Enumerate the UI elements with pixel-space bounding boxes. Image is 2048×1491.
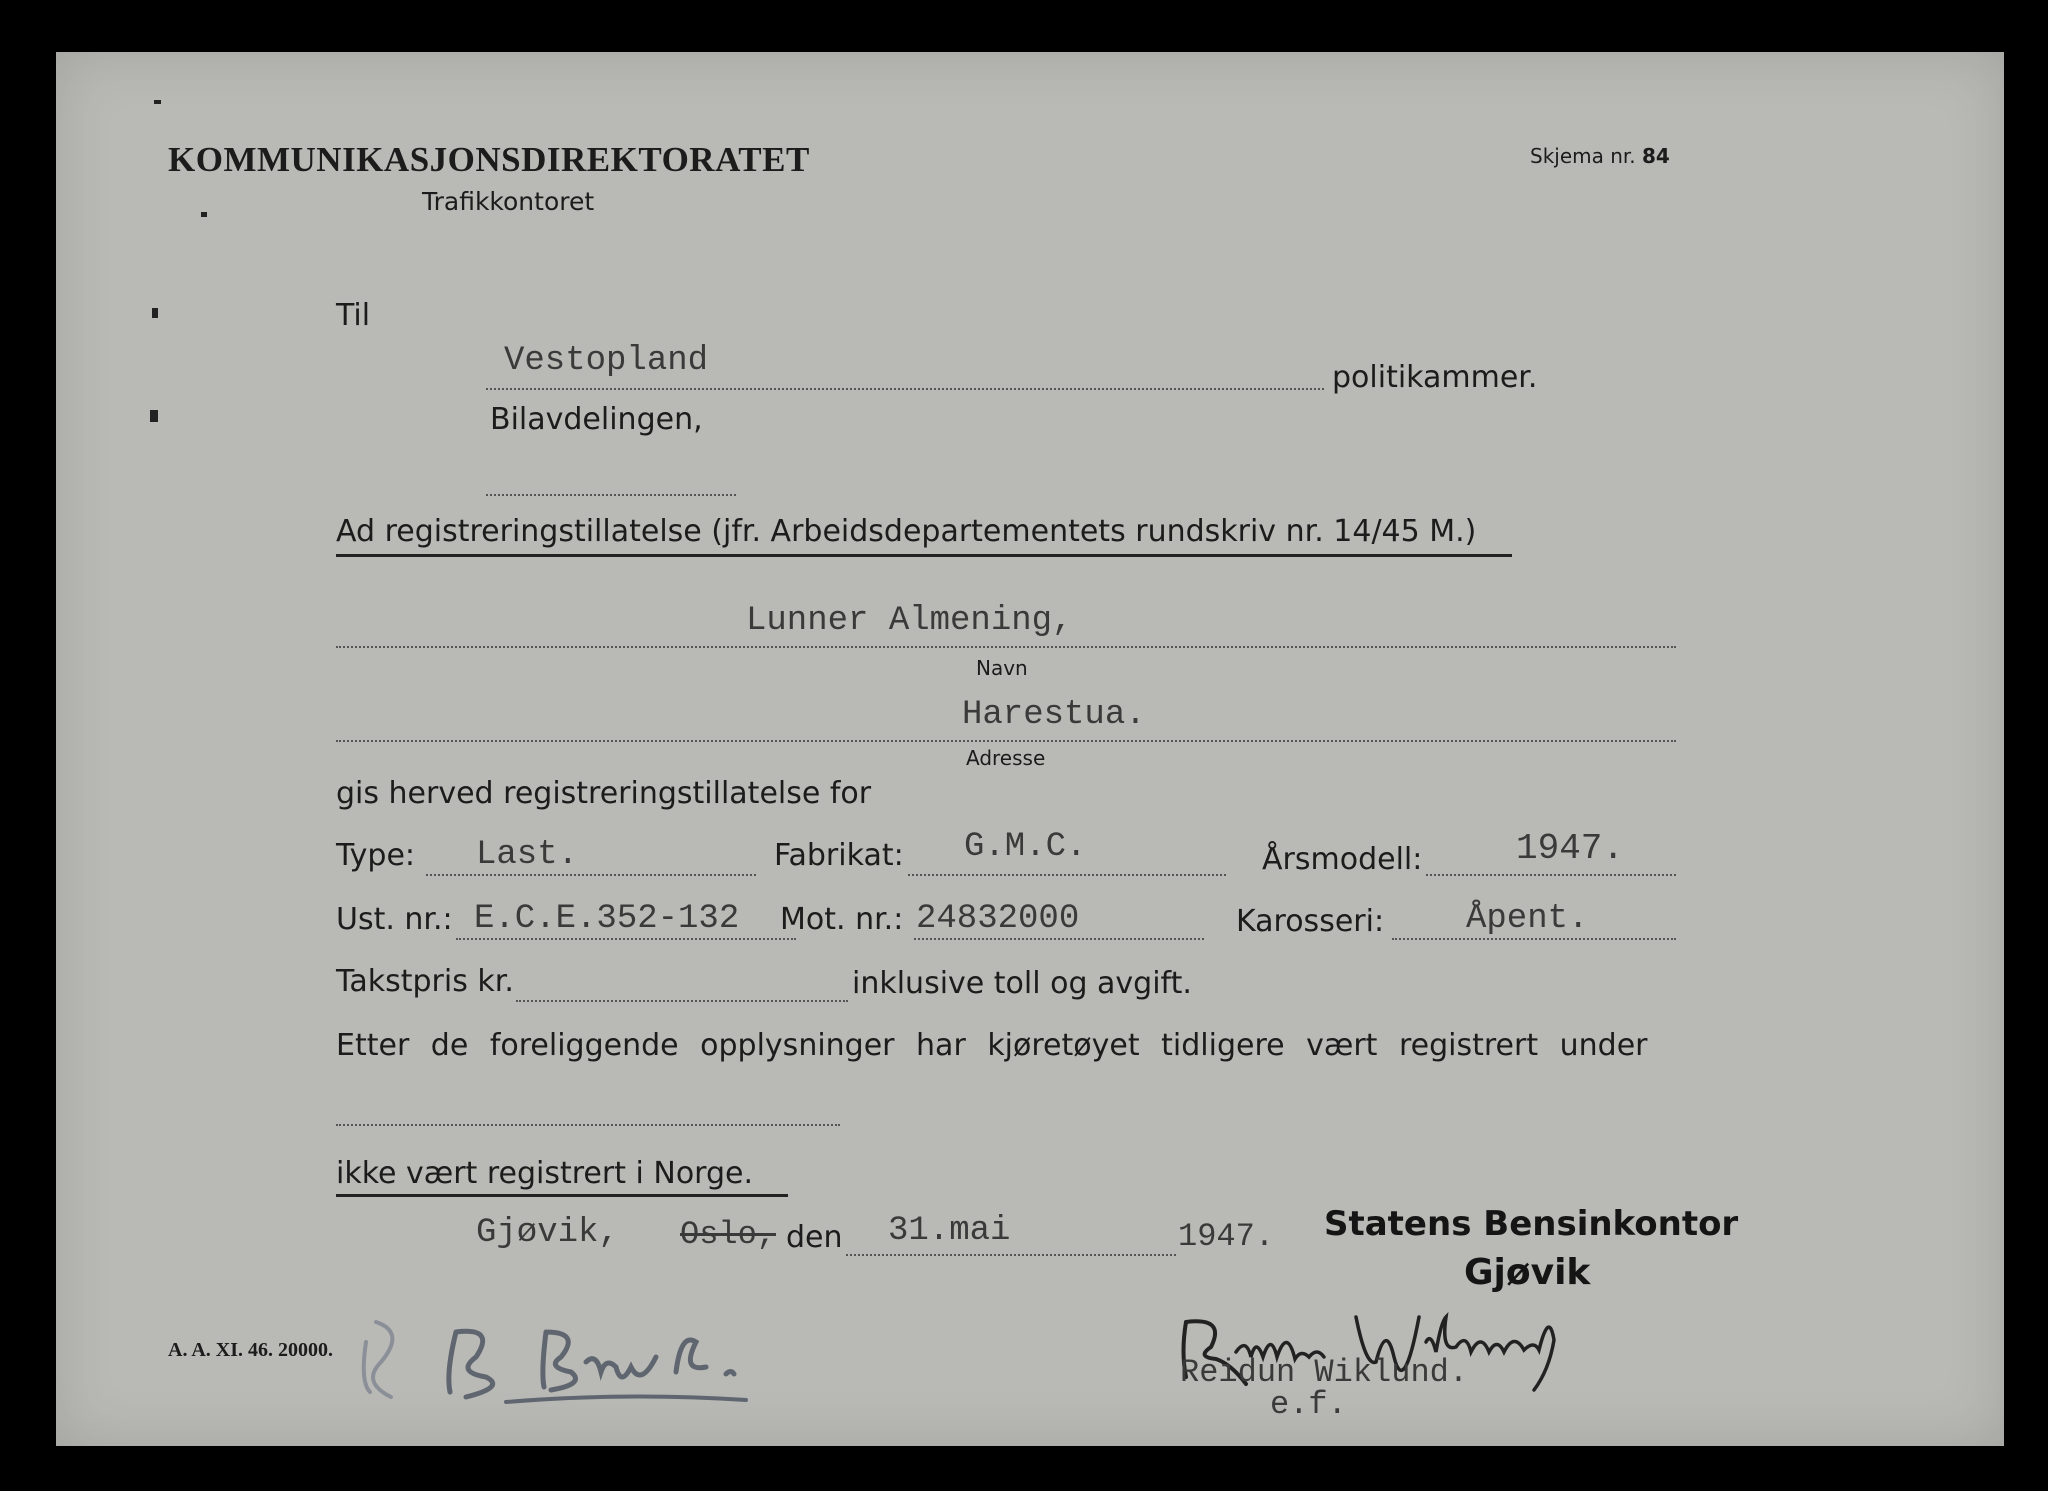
ust-line [456, 938, 796, 940]
form-number: 84 [1642, 144, 1670, 168]
district-value: Vestopland [504, 342, 709, 380]
subject-line: Ad registreringstillatelse (jfr. Arbeidsdepartementets rundskriv nr. 14/45 M.) [336, 514, 1477, 549]
handwritten-note [346, 1302, 786, 1412]
body-line [1392, 938, 1676, 940]
dateline-date: 31.mai [888, 1212, 1011, 1250]
year-value: 1947. [1516, 828, 1625, 869]
not-registered-text: ikke vært registrert i Norge. [336, 1156, 754, 1191]
blank-line [486, 494, 736, 496]
motor-value: 24832000 [916, 900, 1080, 938]
year-line [1426, 874, 1676, 876]
dateline-struck-place: Oslo, [680, 1216, 777, 1253]
subject-underline [336, 554, 1512, 557]
body-value: Åpent. [1466, 900, 1589, 938]
applicant-name: Lunner Almening, [746, 602, 1073, 640]
stamp-line-1: Statens Bensinkontor [1324, 1204, 1739, 1244]
type-line [426, 874, 756, 876]
price-suffix: inklusive toll og avgift. [852, 966, 1192, 1001]
make-line [908, 874, 1226, 876]
history-text: Etter de foreliggende opplysninger har kjøretøyet tidligere vært registrert under [336, 1028, 1648, 1063]
name-line [336, 646, 1676, 648]
body-label: Karosseri: [1236, 904, 1385, 939]
motor-line [914, 938, 1204, 940]
type-label: Type: [336, 838, 416, 873]
punch-mark [154, 100, 161, 104]
punch-mark [201, 212, 207, 217]
print-code: A. A. XI. 46. 20000. [168, 1339, 334, 1361]
ust-value: E.C.E.352-132 [474, 900, 740, 938]
typed-name: Reidun Wiklund. [1180, 1354, 1469, 1391]
applicant-address: Harestua. [962, 696, 1146, 734]
year-label: Årsmodell: [1262, 842, 1423, 877]
division-name: Bilavdelingen, [490, 402, 703, 437]
department-name: Trafikkontoret [422, 187, 595, 216]
address-line [336, 740, 1676, 742]
police-suffix: politikammer. [1332, 360, 1538, 395]
dateline-den: den [786, 1220, 843, 1255]
type-value: Last. [476, 836, 579, 874]
punch-mark [150, 410, 158, 422]
address-caption: Adresse [966, 746, 1046, 770]
district-line [486, 388, 1324, 390]
price-line [516, 1000, 848, 1002]
name-caption: Navn [976, 656, 1028, 680]
history-line [336, 1124, 840, 1126]
dateline-place: Gjøvik, [476, 1214, 619, 1252]
motor-label: Mot. nr.: [780, 902, 904, 937]
to-label: Til [336, 298, 371, 333]
typed-initials: e.f. [1270, 1386, 1347, 1423]
not-registered-underline [336, 1194, 788, 1197]
make-value: G.M.C. [964, 828, 1087, 866]
ust-label: Ust. nr.: [336, 902, 453, 937]
grant-text: gis herved registreringstillatelse for [336, 776, 872, 811]
price-label: Takstpris kr. [336, 964, 514, 999]
form-label: Skjema nr. [1530, 144, 1636, 168]
document-sheet [56, 52, 2004, 1446]
form-number-label [1530, 144, 1670, 168]
make-label: Fabrikat: [774, 838, 904, 873]
dateline-year: 1947. [1178, 1218, 1275, 1255]
organization-title: KOMMUNIKASJONSDIREKTORATET [168, 140, 810, 179]
punch-mark [152, 308, 158, 318]
date-line [846, 1254, 1176, 1256]
stamp-line-2: Gjøvik [1464, 1252, 1591, 1293]
